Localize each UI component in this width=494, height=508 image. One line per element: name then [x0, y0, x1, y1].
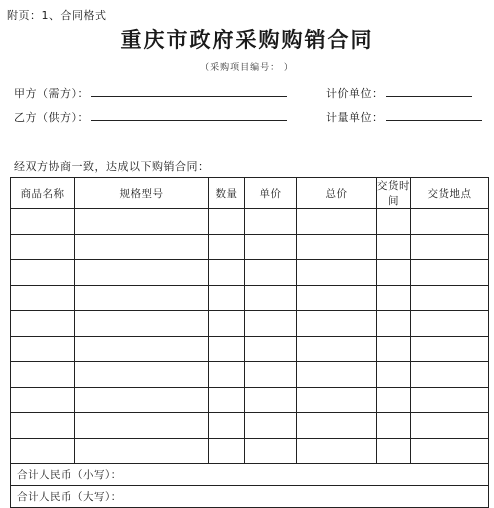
table-cell [75, 413, 209, 439]
table-cell [297, 336, 377, 362]
table-cell [75, 260, 209, 286]
table-cell [411, 413, 489, 439]
table-cell [297, 387, 377, 413]
header-delivery-time: 交货时间 [377, 178, 411, 209]
table-cell [297, 438, 377, 464]
table-cell [377, 387, 411, 413]
header-goods-name: 商品名称 [11, 178, 75, 209]
pricing-unit-field [326, 85, 472, 101]
goods-table [10, 177, 489, 508]
table-cell [75, 234, 209, 260]
table-cell [377, 260, 411, 286]
table-cell [11, 209, 75, 235]
total-small-row [11, 464, 489, 486]
header-unit-price: 单价 [245, 178, 297, 209]
table-cell [411, 336, 489, 362]
table-cell [245, 285, 297, 311]
table-cell [377, 234, 411, 260]
table-cell [245, 336, 297, 362]
table-cell [209, 234, 245, 260]
table-cell [411, 438, 489, 464]
table-row [11, 234, 489, 260]
party-a-field [14, 85, 287, 101]
table-cell [209, 285, 245, 311]
table-cell [209, 336, 245, 362]
table-row [11, 438, 489, 464]
table-cell [411, 260, 489, 286]
table-cell [209, 413, 245, 439]
table-cell [11, 362, 75, 388]
contract-title: 重庆市政府采购购销合同 [120, 27, 374, 52]
table-cell [297, 260, 377, 286]
table-cell [245, 260, 297, 286]
table-cell [209, 311, 245, 337]
table-cell [75, 285, 209, 311]
table-cell [377, 362, 411, 388]
table-cell [245, 311, 297, 337]
table-cell [75, 362, 209, 388]
table-row [11, 387, 489, 413]
table-cell [377, 438, 411, 464]
table-cell [297, 413, 377, 439]
party-b-blank [91, 111, 287, 121]
table-cell [245, 362, 297, 388]
table-cell [297, 209, 377, 235]
table-cell [297, 362, 377, 388]
table-cell [245, 438, 297, 464]
total-large-label: 合计人民币（大写）： [11, 486, 489, 508]
table-cell [297, 234, 377, 260]
table-cell [377, 336, 411, 362]
party-b-field [14, 109, 287, 125]
total-large-row [11, 486, 489, 508]
table-cell [411, 285, 489, 311]
table-body [11, 209, 489, 464]
table-row [11, 336, 489, 362]
table-cell [245, 234, 297, 260]
table-cell [411, 311, 489, 337]
table-cell [411, 234, 489, 260]
table-cell [297, 311, 377, 337]
table-row [11, 311, 489, 337]
table-cell [297, 285, 377, 311]
project-number: （采购项目编号： ） [200, 63, 294, 73]
agreement-text: 经双方协商一致，达成以下购销合同： [14, 160, 210, 173]
table-cell [411, 209, 489, 235]
table-cell [11, 413, 75, 439]
party-a-blank [91, 87, 287, 97]
appendix-label: 附页：1、合同格式 [7, 9, 107, 22]
header-total-price: 总价 [297, 178, 377, 209]
table-cell [11, 311, 75, 337]
table-cell [209, 362, 245, 388]
table-cell [75, 209, 209, 235]
pricing-unit-blank [386, 87, 472, 97]
header-spec-model: 规格型号 [75, 178, 209, 209]
table-cell [11, 336, 75, 362]
table-cell [11, 387, 75, 413]
table-cell [411, 387, 489, 413]
table-cell [245, 209, 297, 235]
table-cell [245, 387, 297, 413]
table-cell [75, 438, 209, 464]
table-row [11, 260, 489, 286]
table-cell [11, 438, 75, 464]
party-b-label: 乙方（供方）： [14, 111, 89, 124]
table-row [11, 413, 489, 439]
total-small-label: 合计人民币（小写）： [11, 464, 489, 486]
measure-unit-label: 计量单位： [326, 111, 384, 124]
measure-unit-blank [386, 111, 482, 121]
table-cell [411, 362, 489, 388]
measure-unit-field [326, 109, 482, 125]
table-cell [377, 209, 411, 235]
table-cell [75, 311, 209, 337]
header-delivery-place: 交货地点 [411, 178, 489, 209]
table-cell [245, 413, 297, 439]
table-header-row [11, 178, 489, 209]
table-cell [209, 387, 245, 413]
table-cell [377, 285, 411, 311]
party-a-label: 甲方（需方）： [14, 87, 89, 100]
table-cell [11, 260, 75, 286]
table-cell [377, 413, 411, 439]
table-cell [377, 311, 411, 337]
table-cell [11, 234, 75, 260]
table-cell [209, 260, 245, 286]
header-quantity: 数量 [209, 178, 245, 209]
table-cell [75, 336, 209, 362]
table-cell [209, 438, 245, 464]
table-cell [11, 285, 75, 311]
pricing-unit-label: 计价单位： [326, 87, 384, 100]
table-cell [75, 387, 209, 413]
table-row [11, 285, 489, 311]
table-row [11, 362, 489, 388]
table-cell [209, 209, 245, 235]
table-row [11, 209, 489, 235]
